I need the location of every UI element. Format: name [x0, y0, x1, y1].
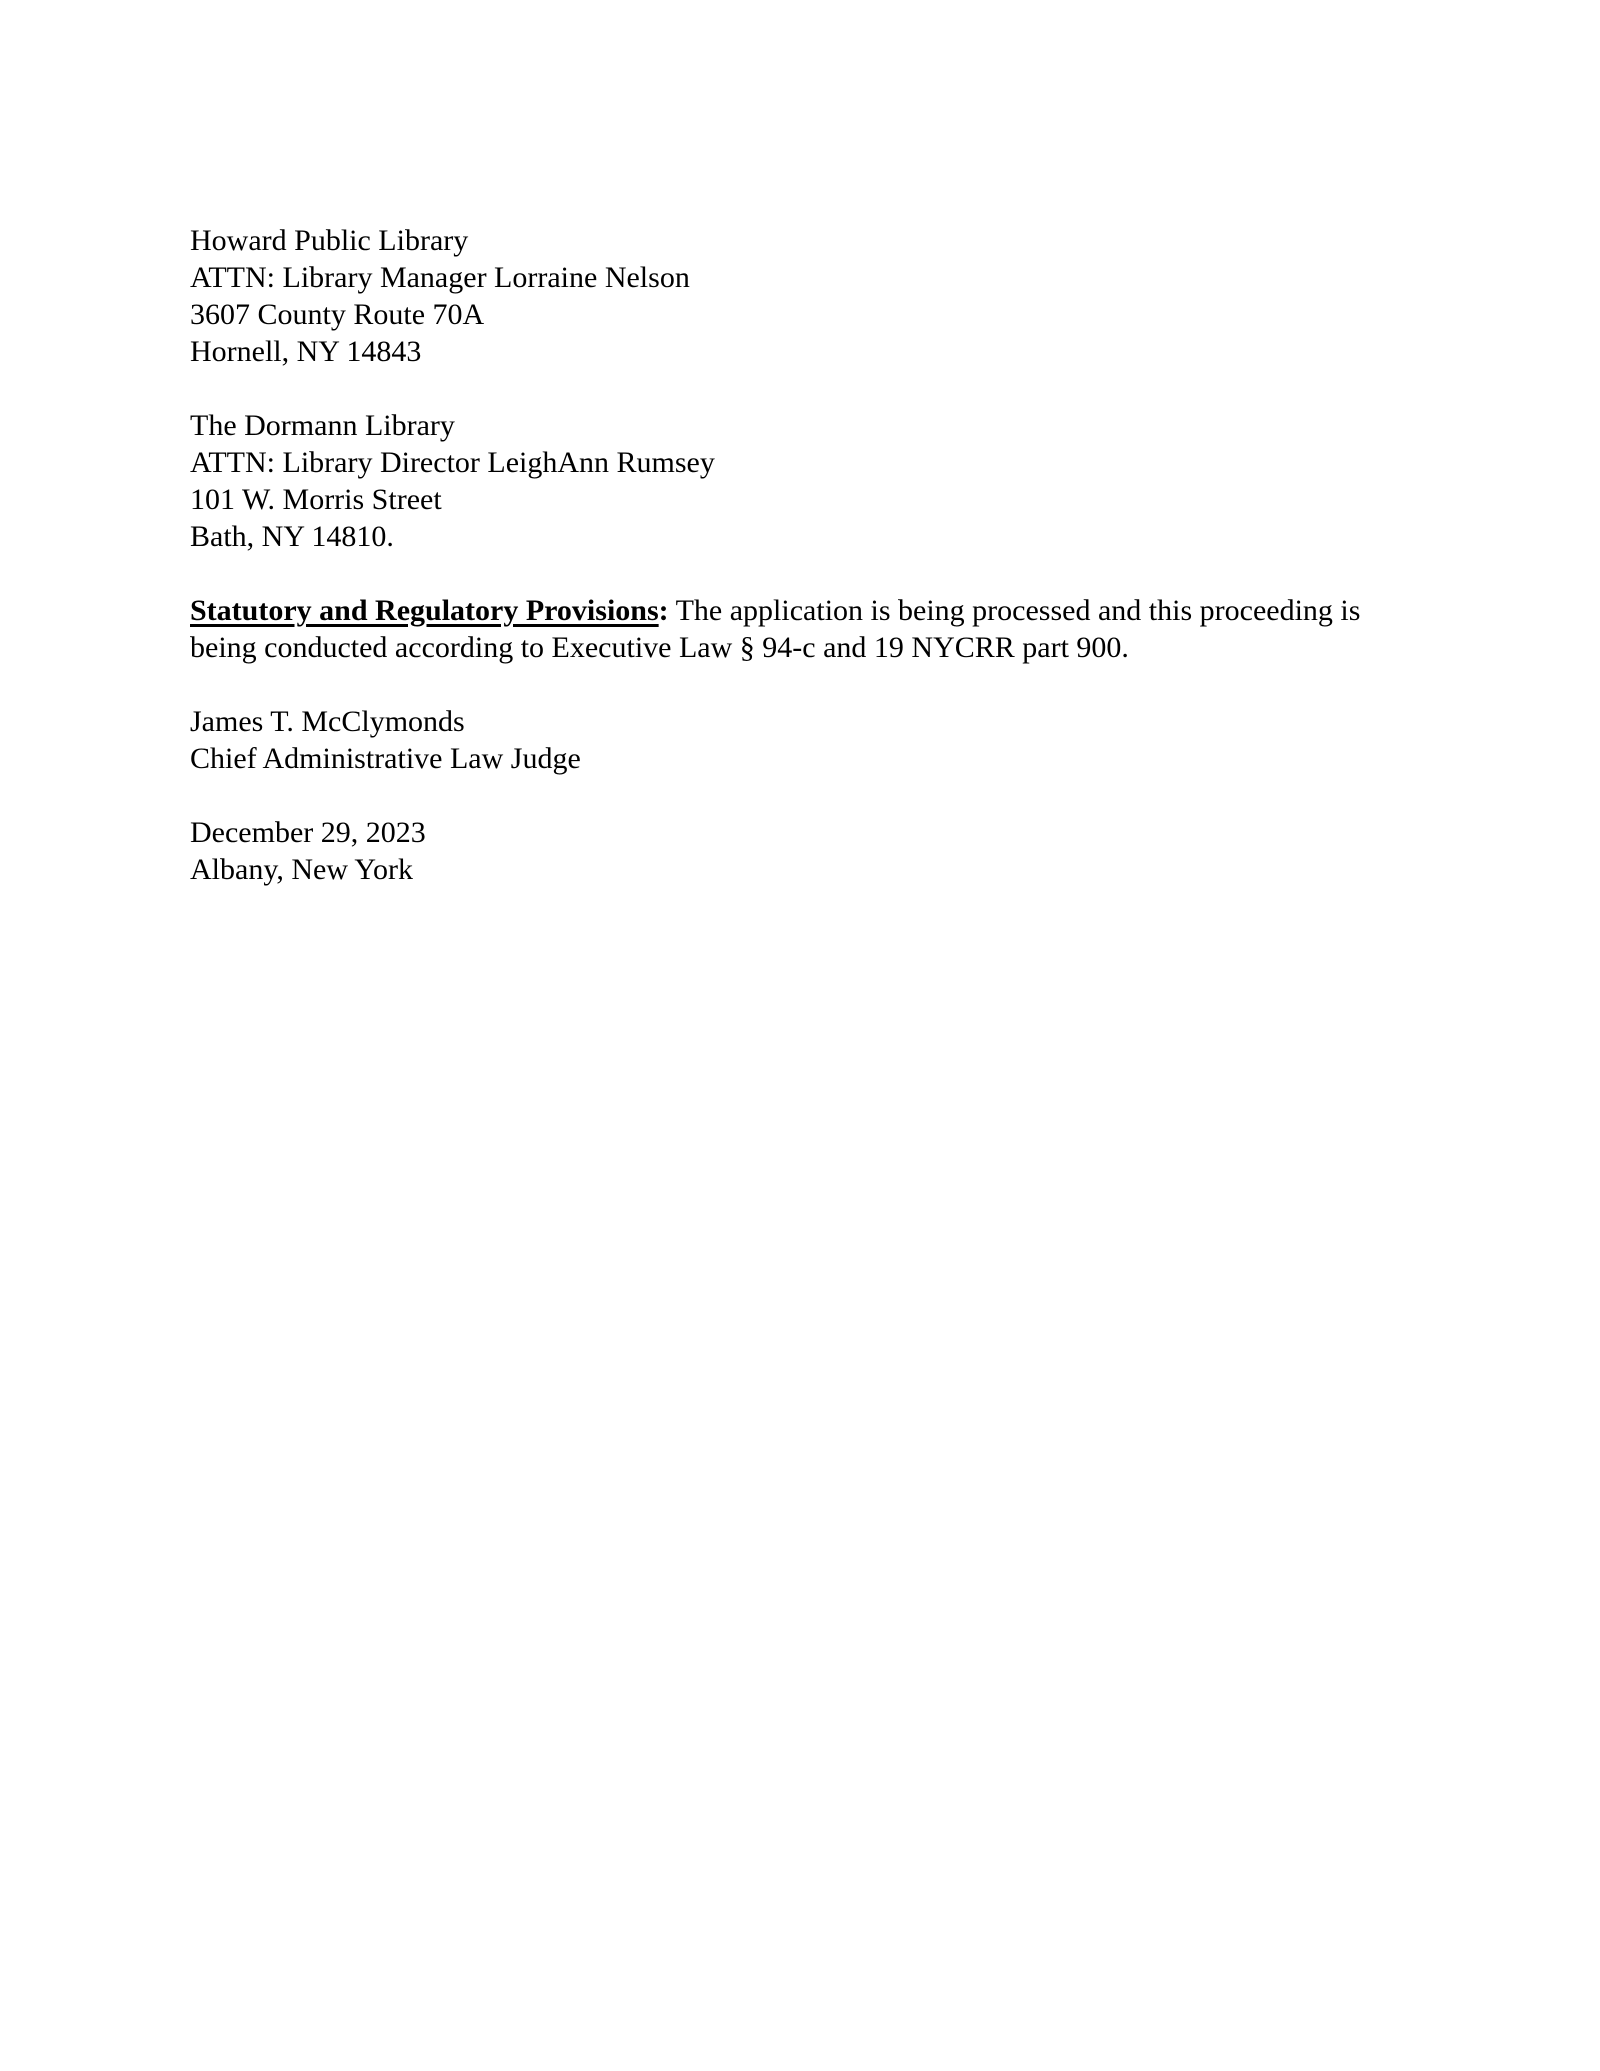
provisions-paragraph [190, 592, 1395, 666]
signer-title: Chief Administrative Law Judge [190, 742, 581, 775]
recipient-attn-line: ATTN: Library Director LeighAnn Rumsey [190, 446, 715, 479]
recipient-address-block-1 [190, 222, 1410, 370]
document-date: December 29, 2023 [190, 816, 426, 849]
document-place: Albany, New York [190, 853, 414, 886]
recipient-city-state-zip: Bath, NY 14810. [190, 520, 394, 553]
recipient-street: 3607 County Route 70A [190, 298, 485, 331]
recipient-name: The Dormann Library [190, 409, 455, 442]
provisions-label-colon: : [658, 594, 669, 627]
signature-block [190, 703, 1410, 777]
date-block [190, 814, 1410, 888]
signer-name: James T. McClymonds [190, 705, 465, 738]
recipient-address-block-2 [190, 407, 1410, 555]
provisions-label: Statutory and Regulatory Provisions [190, 594, 659, 627]
recipient-city-state-zip: Hornell, NY 14843 [190, 335, 422, 368]
provisions-text: The application is being processed and this proceeding is being conducted according to Executive Law § 94-c and 19 NYCRR part 900. [190, 594, 1361, 664]
recipient-attn-line: ATTN: Library Manager Lorraine Nelson [190, 261, 690, 294]
recipient-street: 101 W. Morris Street [190, 483, 442, 516]
recipient-name: Howard Public Library [190, 224, 469, 257]
